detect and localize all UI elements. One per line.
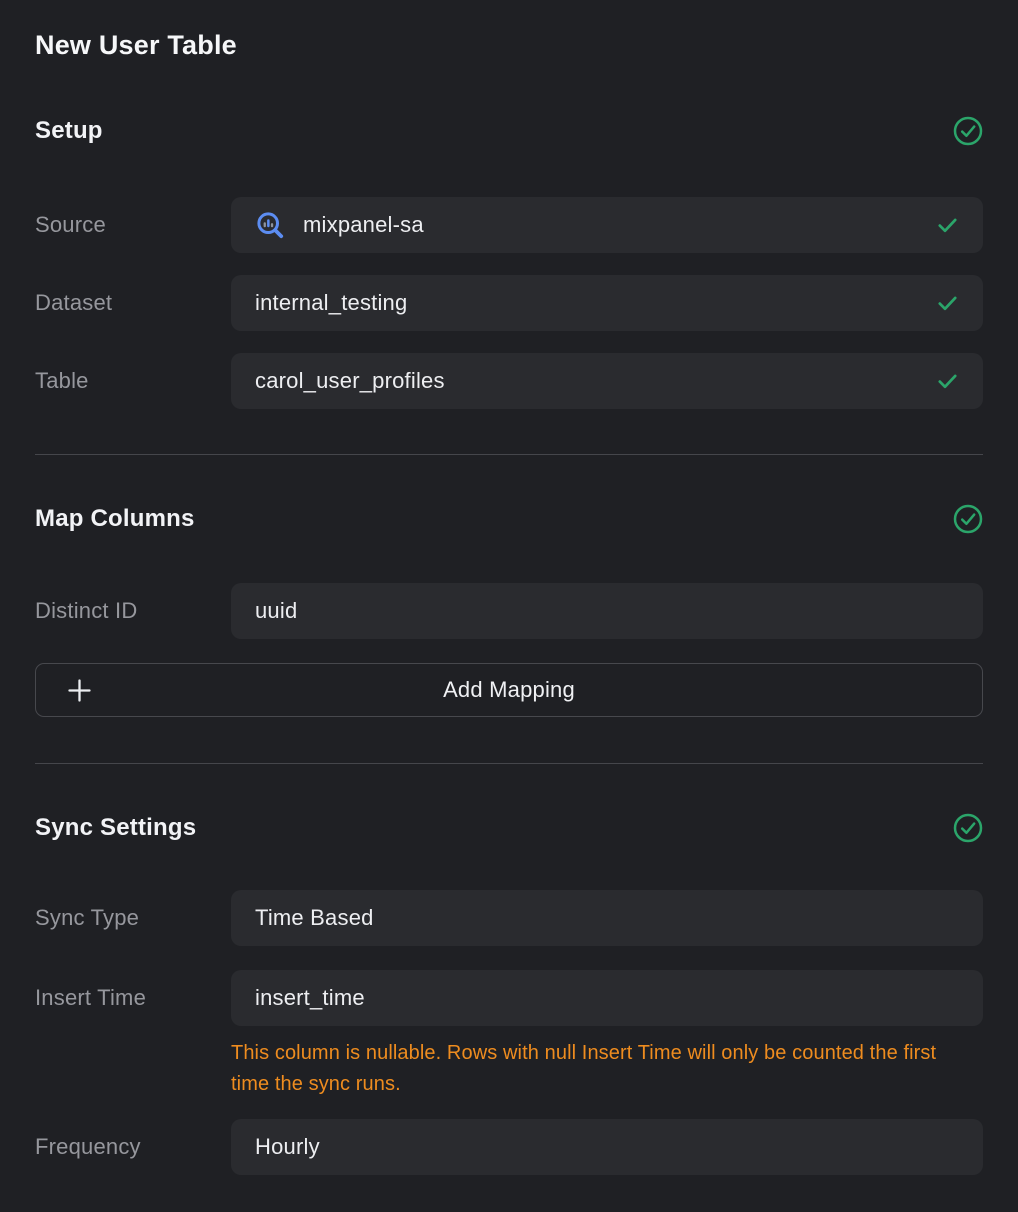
add-mapping-label: Add Mapping [443, 677, 575, 702]
dataset-field-row [35, 275, 983, 331]
section-divider [35, 454, 983, 455]
table-field-row [35, 353, 983, 409]
frequency-select[interactable] [231, 1119, 983, 1175]
source-field-row [35, 197, 983, 253]
source-label: Source [35, 212, 106, 237]
frequency-label: Frequency [35, 1134, 141, 1159]
distinct-id-select[interactable] [231, 583, 983, 639]
sync-type-field-row [35, 890, 983, 946]
section-map-columns [35, 503, 983, 717]
circle-check-icon [953, 504, 983, 534]
bigquery-logo-icon [255, 210, 286, 241]
distinct-id-field-row [35, 583, 983, 639]
source-select[interactable] [231, 197, 983, 253]
sync-settings-fields [35, 890, 983, 1175]
circle-check-icon [953, 116, 983, 146]
section-sync-settings-title: Sync Settings [35, 814, 197, 841]
insert-time-label: Insert Time [35, 985, 147, 1010]
check-icon [938, 296, 957, 311]
dataset-select[interactable] [231, 275, 983, 331]
section-sync-settings [35, 812, 983, 1175]
check-icon [938, 218, 957, 233]
add-mapping-button[interactable] [35, 663, 983, 717]
table-select[interactable] [231, 353, 983, 409]
setup-fields [35, 197, 983, 409]
table-value: carol_user_profiles [255, 368, 445, 393]
table-label: Table [35, 368, 89, 393]
section-setup-header [35, 115, 983, 147]
section-map-columns-header [35, 503, 983, 535]
source-value: mixpanel-sa [303, 212, 424, 237]
section-setup [35, 115, 983, 409]
sync-type-value: Time Based [255, 905, 374, 930]
distinct-id-label: Distinct ID [35, 598, 138, 623]
distinct-id-value: uuid [255, 598, 298, 623]
circle-check-icon [953, 813, 983, 843]
sync-type-label: Sync Type [35, 905, 140, 930]
page-title: New User Table [35, 30, 237, 60]
section-setup-title: Setup [35, 117, 103, 144]
frequency-field-row [35, 1119, 983, 1175]
dataset-label: Dataset [35, 290, 113, 315]
sync-type-select[interactable] [231, 890, 983, 946]
insert-time-select[interactable] [231, 970, 983, 1026]
insert-time-field-row [35, 970, 983, 1026]
dataset-value: internal_testing [255, 290, 408, 315]
insert-time-value: insert_time [255, 985, 365, 1010]
insert-time-warning: This column is nullable. Rows with null Insert Time will only be counted the first time the sync runs. [231, 1042, 937, 1095]
map-columns-fields [35, 583, 983, 717]
section-sync-settings-header [35, 812, 983, 844]
section-map-columns-title: Map Columns [35, 505, 195, 532]
section-divider [35, 763, 983, 764]
plus-icon [67, 678, 92, 703]
frequency-value: Hourly [255, 1134, 320, 1159]
check-icon [938, 374, 957, 389]
